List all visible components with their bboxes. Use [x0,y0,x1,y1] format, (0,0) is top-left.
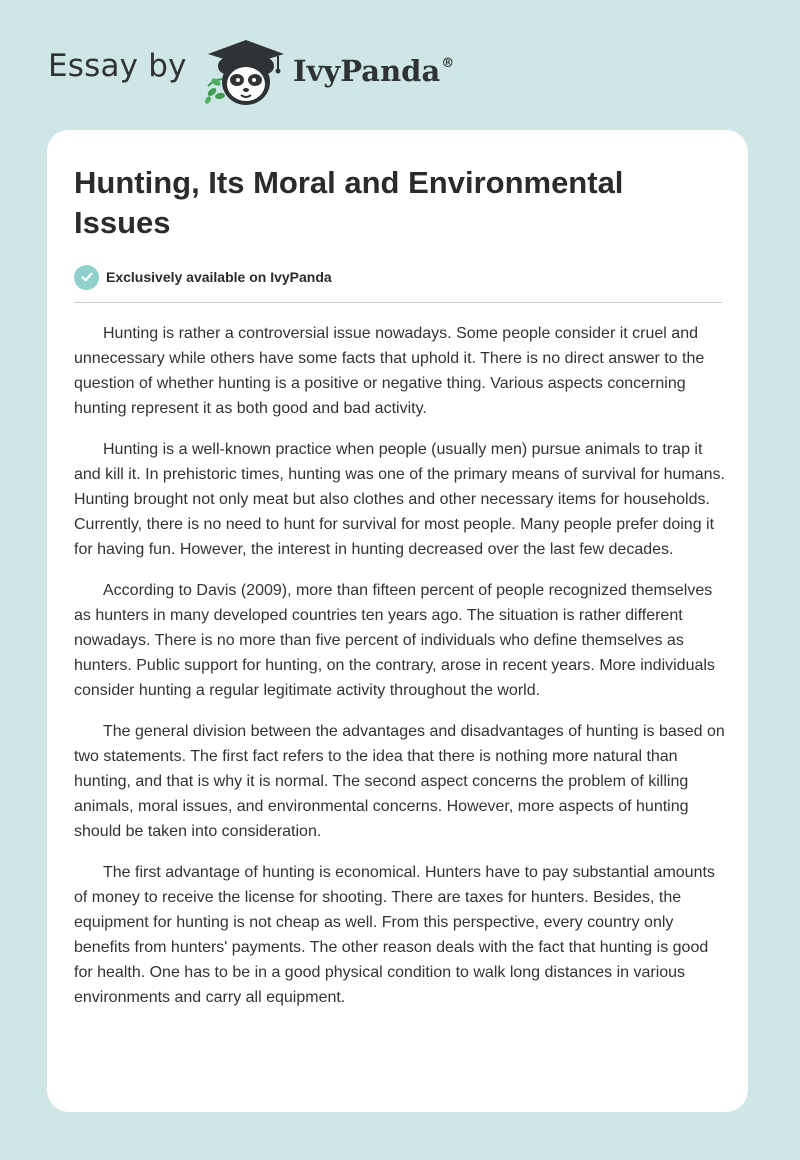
brand-name: IvyPanda® [293,54,455,88]
paragraph: Hunting is a well-known practice when people (usually men) pursue animals to trap it and kill it. In prehistoric times, hunting was one of the primary means of survival for humans. Hunting brought not only meat but also clothes and other necessary items for households. Currently, there is no need to hunt for survival for most people. Many people prefer doing it for having fun. However, the interest in hunting decreased over the last few decades. [74,441,725,558]
paragraph: Hunting is rather a controversial issue nowadays. Some people consider it cruel and unnecessary while others have some facts that uphold it. There is no direct answer to the question of whether hunting is a positive or negative thing. Various aspects concerning hunting represent it as both good and bad activity. [74,325,705,417]
essay-body [74,321,726,1026]
essay-by-label: Essay by [48,48,187,84]
divider [74,302,722,303]
check-circle-icon [74,265,99,290]
exclusive-badge [74,264,332,290]
paragraph: The first advantage of hunting is economical. Hunters have to pay substantial amounts of money to receive the license for shooting. There are taxes for hunters. Besides, the equipment for hunting is not cheap as well. From this perspective, every country only benefits from hunters' payments. The other reason deals with the fact that hunting is good for health. One has to be in a good physical condition to walk long distances in various environments and carry all equipment. [74,864,715,1006]
paragraph: According to Davis (2009), more than fifteen percent of people recognized themselves as hunters in many developed countries ten years ago. The situation is rather different nowadays. There is no more than five percent of individuals who define themselves as hunters. Public support for hunting, on the contrary, arose in recent years. More individuals consider hunting a regular legitimate activity throughout the world. [74,582,715,699]
site-header [48,34,648,114]
paragraph: The general division between the advantages and disadvantages of hunting is based on two statements. The first fact refers to the idea that there is nothing more natural than hunting, and that is why it is normal. The second aspect concerns the problem of killing animals, moral issues, and environmental concerns. However, more aspects of hunting should be taken into consideration. [74,723,725,840]
registered-mark: ® [441,56,455,71]
exclusive-label: Exclusively available on IvyPanda [106,269,332,285]
page-title: Hunting, Its Moral and Environmental Issues [74,165,624,240]
essay-card [47,130,748,1112]
panda-graduate-icon [200,34,290,110]
